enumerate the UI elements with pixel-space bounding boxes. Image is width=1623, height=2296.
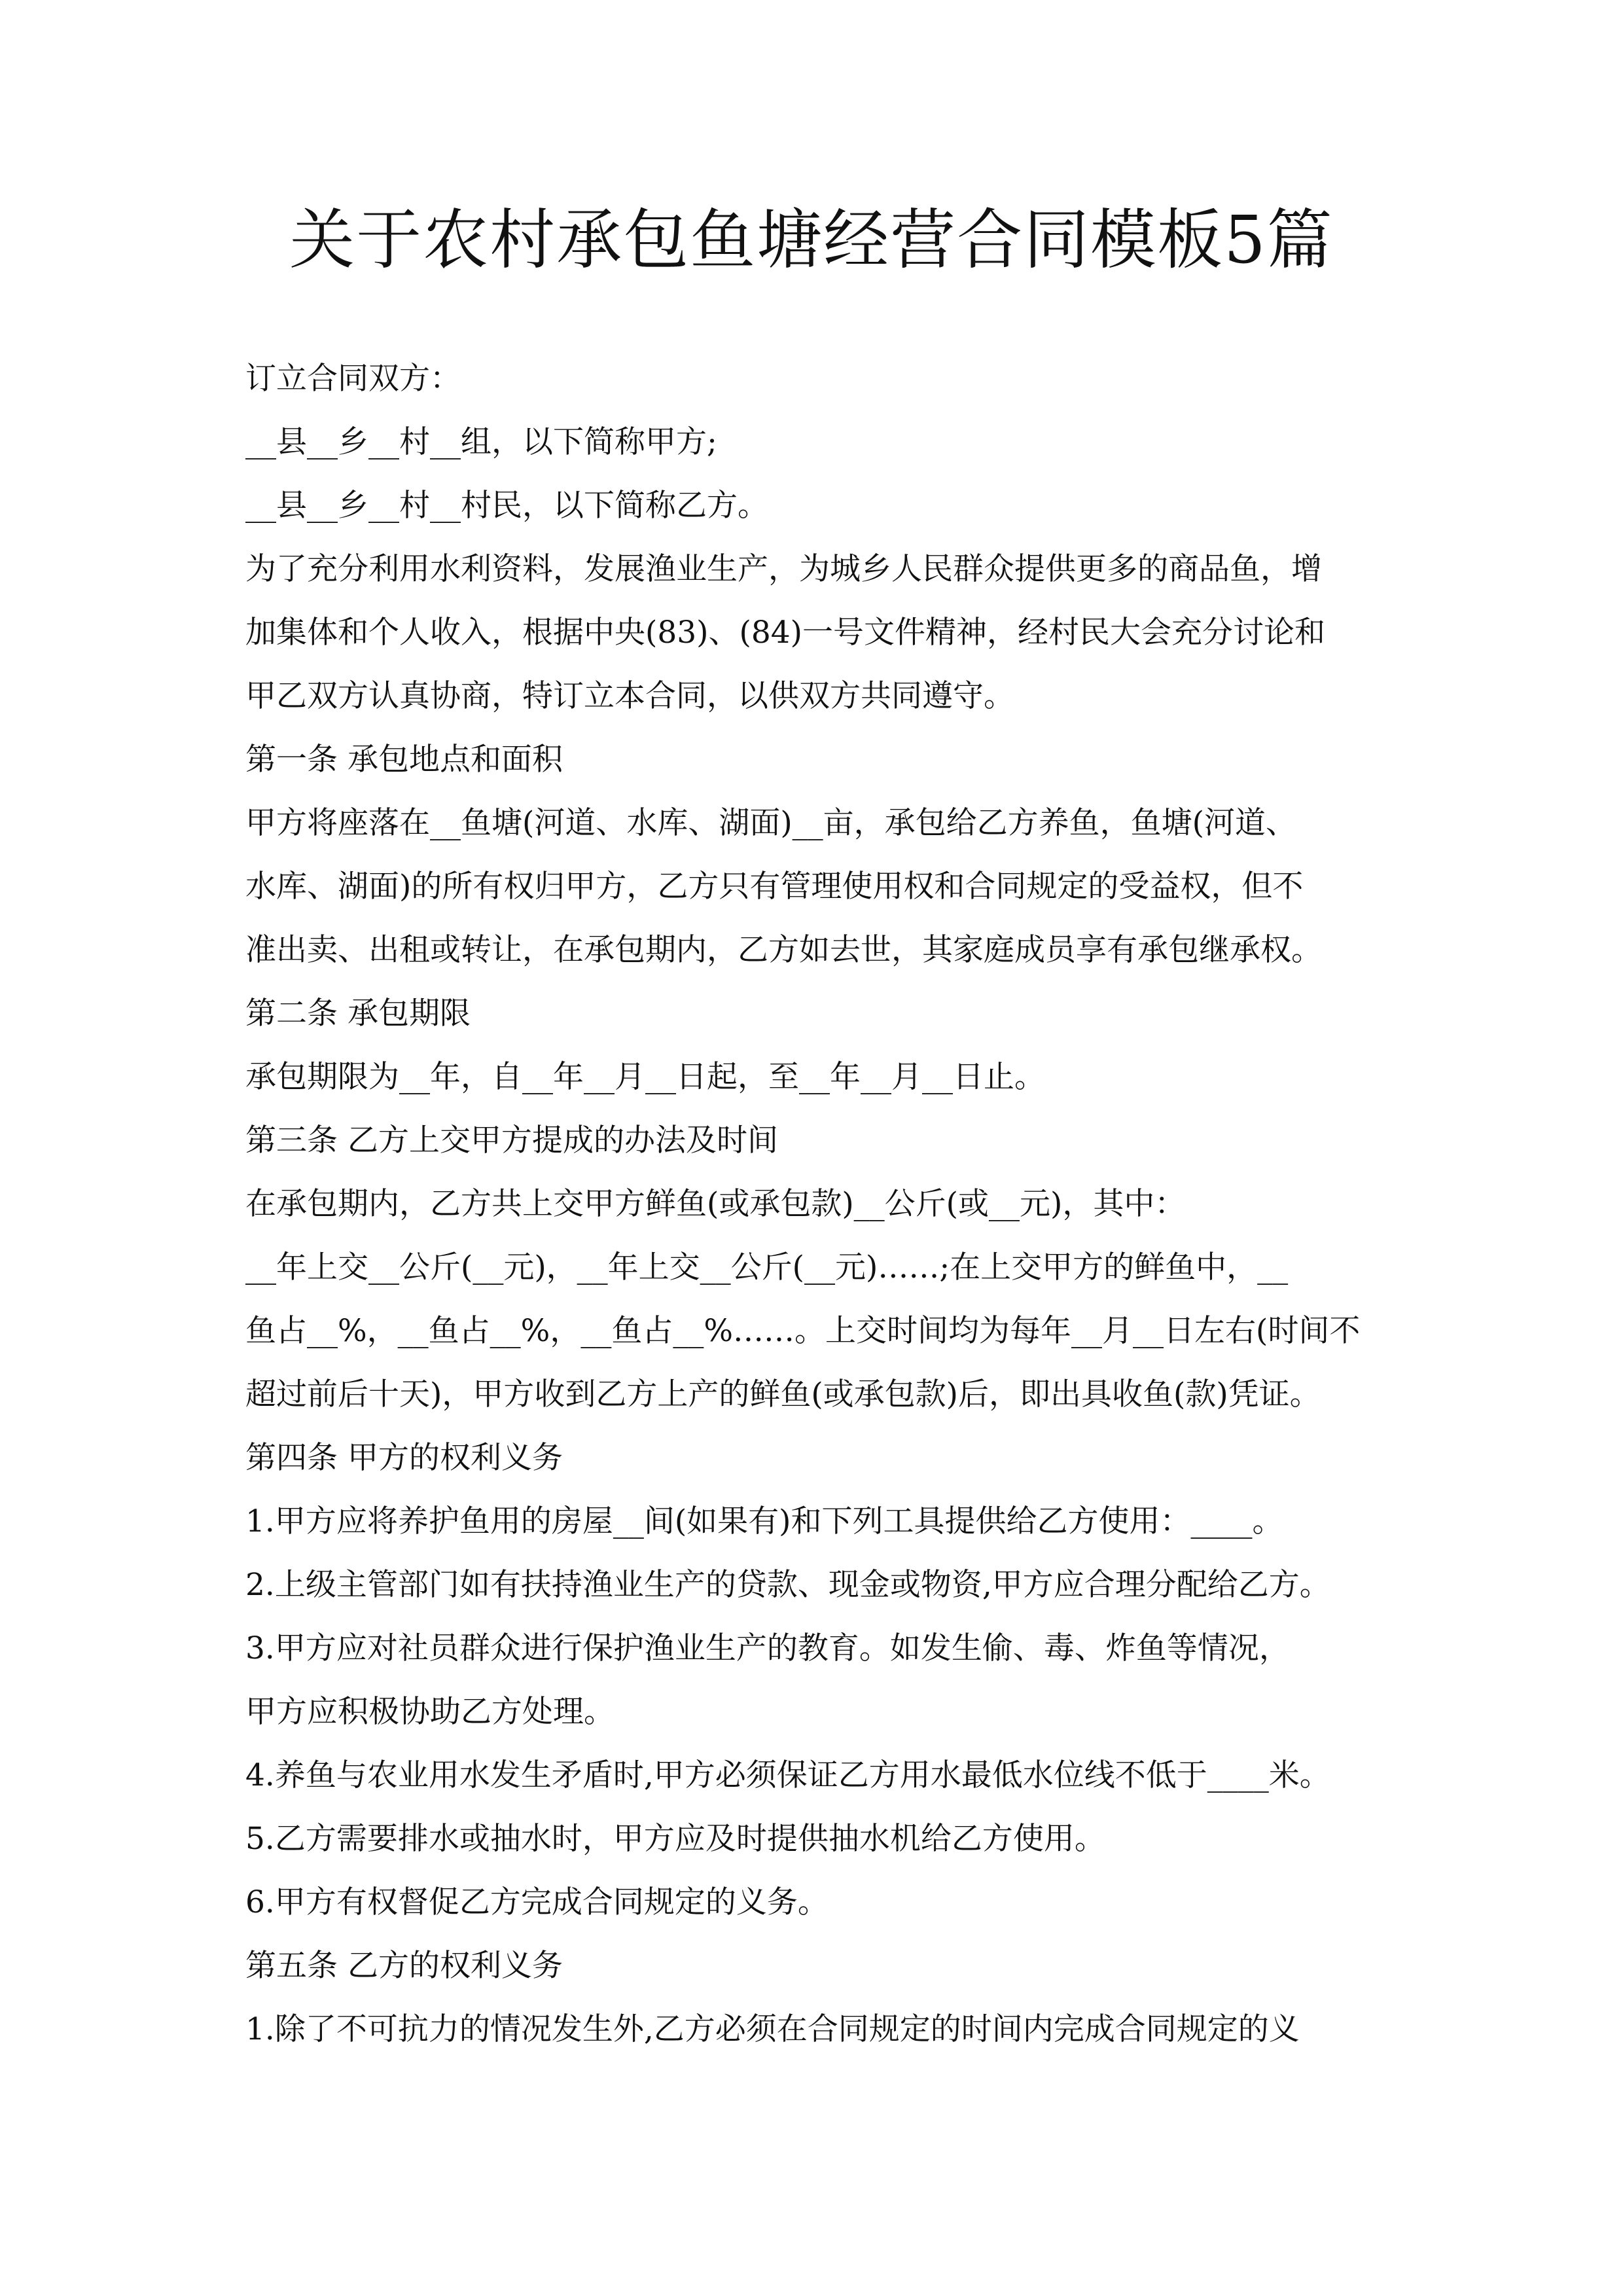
- text-line: __年上交__公斤(__元)，__年上交__公斤(__元)……;在上交甲方的鲜鱼中，__: [245, 1249, 1289, 1285]
- text-line: 1.甲方应将养护鱼用的房屋__间(如果有)和下列工具提供给乙方使用：____。: [245, 1503, 1283, 1539]
- text-line: 6.甲方有权督促乙方完成合同规定的义务。: [245, 1884, 829, 1920]
- text-line: 在承包期内，乙方共上交甲方鲜鱼(或承包款)__公斤(或__元)，其中：: [245, 1186, 1186, 1222]
- section-heading: 第一条 承包地点和面积: [245, 742, 563, 778]
- text-line: 准出卖、出租或转让，在承包期内，乙方如去世，其家庭成员享有承包继承权。: [245, 932, 1322, 968]
- text-line: 3.甲方应对社员群众进行保护渔业生产的教育。如发生偷、毒、炸鱼等情况，: [245, 1630, 1290, 1666]
- section-heading: 第二条 承包期限: [245, 996, 471, 1031]
- text-line: 4.养鱼与农业用水发生矛盾时,甲方必须保证乙方用水最低水位线不低于____米。: [245, 1757, 1330, 1793]
- section-heading: 第五条 乙方的权利义务: [245, 1948, 563, 1984]
- text-line: 为了充分利用水利资料，发展渔业生产，为城乡人民群众提供更多的商品鱼，增: [245, 551, 1322, 587]
- text-line: 超过前后十天)，甲方收到乙方上产的鲜鱼(或承包款)后，即出具收鱼(款)凭证。: [245, 1376, 1321, 1412]
- text-line: 水库、湖面)的所有权归甲方，乙方只有管理使用权和合同规定的受益权，但不: [245, 869, 1304, 905]
- section-heading: 第四条 甲方的权利义务: [245, 1440, 563, 1476]
- text-line: 加集体和个人收入，根据中央(83)、(84)一号文件精神，经村民大会充分讨论和: [245, 615, 1325, 651]
- text-line: 订立合同双方：: [245, 361, 461, 397]
- text-line: 5.乙方需要排水或抽水时，甲方应及时提供抽水机给乙方使用。: [245, 1821, 1105, 1857]
- text-line: 甲乙双方认真协商，特订立本合同，以供双方共同遵守。: [245, 678, 1014, 714]
- document-body: [245, 347, 1404, 2061]
- text-line: __县__乡__村__村民，以下简称乙方。: [245, 488, 768, 524]
- section-heading: 第三条 乙方上交甲方提成的办法及时间: [245, 1122, 778, 1158]
- text-line: 承包期限为__年，自__年__月__日起，至__年__月__日止。: [245, 1059, 1045, 1095]
- text-line: 甲方将座落在__鱼塘(河道、水库、湖面)__亩，承包给乙方养鱼，鱼塘(河道、: [245, 805, 1297, 841]
- text-line: 鱼占__%，__鱼占__%，__鱼占__%……。上交时间均为每年__月__日左右(时间不: [245, 1313, 1361, 1349]
- document-title: 关于农村承包鱼塘经营合同模板5篇: [289, 202, 1334, 278]
- text-line: 甲方应积极协助乙方处理。: [245, 1694, 615, 1730]
- text-line: 1.除了不可抗力的情况发生外,乙方必须在合同规定的时间内完成合同规定的义: [245, 2011, 1300, 2047]
- text-line: 2.上级主管部门如有扶持渔业生产的贷款、现金或物资,甲方应合理分配给乙方。: [245, 1567, 1330, 1603]
- text-line: __县__乡__村__组，以下简称甲方;: [245, 424, 717, 460]
